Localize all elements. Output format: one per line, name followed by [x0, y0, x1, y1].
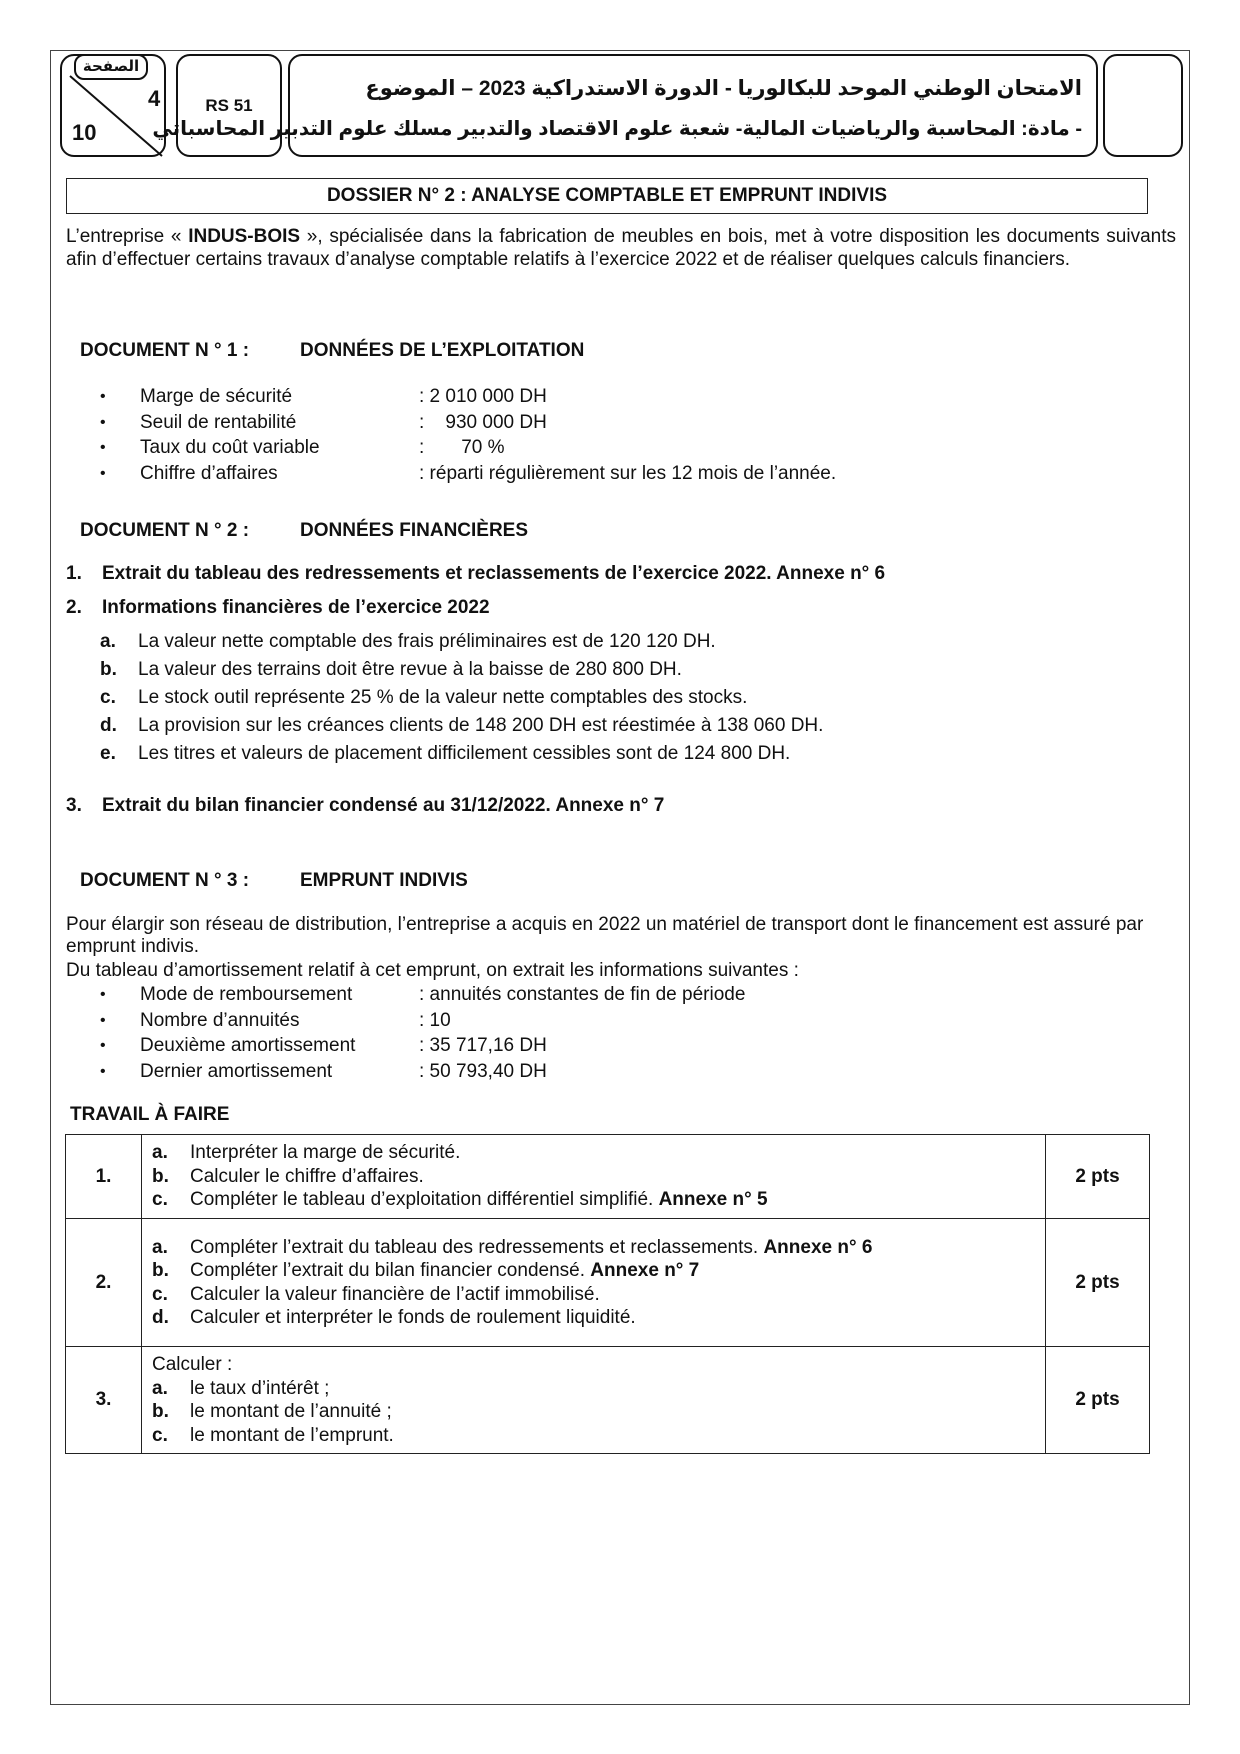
item-text: le montant de l’emprunt. [190, 1424, 394, 1446]
task-items [142, 1219, 1046, 1347]
item-text: Extrait du tableau des redressements et reclassements de l’exercice 2022. Annexe n° 6 [102, 563, 886, 584]
annex-ref: Annexe n° 5 [658, 1189, 768, 1211]
item-text: le taux d’intérêt ; [190, 1377, 330, 1399]
tasks-table [65, 1134, 1150, 1454]
item-letter: a. [152, 1236, 168, 1258]
doc3-paragraph-2: Du tableau d’amortissement relatif à cet emprunt, on extrait les informations suivantes : [66, 960, 799, 981]
item-text: le montant de l’annuité ; [190, 1401, 392, 1422]
task-items [142, 1135, 1046, 1219]
item-text: Interpréter la marge de sécurité. [190, 1142, 461, 1164]
doc1-heading [80, 340, 584, 362]
list-item [100, 1059, 745, 1085]
task-item [152, 1306, 1035, 1330]
page-label: الصفحة [74, 54, 148, 80]
doc2-item-2 [66, 597, 490, 619]
item-label: Deuxième amortissement [140, 1035, 356, 1056]
item-text: Calculer le chiffre d’affaires. [190, 1165, 424, 1187]
doc1-title: DONNÉES DE L’EXPLOITATION [300, 340, 585, 361]
item-letter: c. [152, 1283, 168, 1305]
task-item [152, 1141, 1035, 1165]
task-number: 1. [66, 1135, 142, 1219]
task-points: 2 pts [1046, 1219, 1150, 1347]
item-letter: b. [152, 1260, 169, 1281]
annex-ref: Annexe n° 7 [590, 1260, 700, 1281]
item-number: 3. [66, 795, 82, 816]
doc3-paragraph-1: Pour élargir son réseau de distribution, l’entreprise a acquis en 2022 un matériel de transport dont le financement est assuré par emprunt indivis. [66, 914, 1144, 957]
item-label: Marge de sécurité [140, 386, 293, 407]
page-number-box [60, 54, 166, 157]
intro-before: L’entreprise « [66, 226, 189, 247]
list-item [100, 461, 836, 487]
doc2-item-1 [66, 563, 885, 585]
item-value: : réparti régulièrement sur les 12 mois de l’année. [419, 462, 837, 484]
item-label: Nombre d’annuités [140, 1009, 300, 1031]
item-letter: a. [152, 1377, 168, 1399]
doc1-number: DOCUMENT N ° 1 : [80, 340, 250, 361]
item-label: Taux du coût variable [140, 437, 320, 458]
item-value: : 35 717,16 DH [419, 1035, 547, 1056]
item-value: : 930 000 DH [419, 411, 547, 433]
list-item [100, 712, 823, 740]
intro-paragraph [66, 225, 1176, 271]
item-text: Extrait du bilan financier condensé au 31/12/2022. Annexe n° 7 [102, 795, 665, 816]
doc2-title: DONNÉES FINANCIÈRES [300, 520, 529, 541]
task-number: 3. [66, 1347, 142, 1454]
item-text: La valeur nette comptable des frais préliminaires est de 120 120 DH. [138, 631, 716, 652]
header-empty-box [1103, 54, 1183, 157]
doc3-number: DOCUMENT N ° 3 : [80, 870, 250, 891]
item-letter: c. [152, 1424, 168, 1446]
item-letter: d. [152, 1307, 169, 1328]
item-value: : 10 [419, 1009, 451, 1031]
dossier-title: DOSSIER N° 2 : ANALYSE COMPTABLE ET EMPRUNT INDIVIS [66, 178, 1148, 214]
item-text: Calculer et interpréter le fonds de roulement liquidité. [190, 1307, 636, 1328]
page-total: 10 [72, 120, 97, 145]
doc2-sublist [100, 628, 823, 768]
table-row [66, 1347, 1150, 1454]
doc3-list [100, 982, 745, 1084]
task-item [152, 1424, 1035, 1448]
item-number: 2. [66, 597, 82, 618]
exam-title-line2: - مادة: المحاسبة والرياضيات المالية- شعبة علوم الاقتصاد والتدبير مسلك علوم التدبير المحاسباتي [152, 118, 1082, 140]
task-number: 2. [66, 1219, 142, 1347]
list-item [100, 628, 823, 656]
item-label: Dernier amortissement [140, 1060, 333, 1082]
task-item [152, 1236, 1035, 1260]
item-letter: a. [152, 1142, 168, 1164]
list-item [100, 1008, 745, 1034]
list-item [100, 410, 836, 436]
list-item [100, 740, 823, 768]
travail-title: TRAVAIL À FAIRE [70, 1104, 230, 1125]
list-item [100, 982, 745, 1008]
doc2-item-3 [66, 795, 664, 817]
task-item [152, 1259, 1035, 1283]
page-current: 4 [148, 86, 161, 111]
list-item [100, 656, 823, 684]
list-item [100, 684, 823, 712]
task-intro: Calculer : [152, 1354, 233, 1375]
item-text: Compléter le tableau d’exploitation différentiel simplifié. [190, 1189, 659, 1211]
item-letter: b. [152, 1401, 169, 1422]
item-letter: b. [152, 1165, 169, 1187]
list-item [100, 435, 836, 461]
table-row [66, 1219, 1150, 1347]
item-text: Les titres et valeurs de placement difficilement cessibles sont de 124 800 DH. [138, 743, 791, 764]
item-letter: c. [100, 687, 116, 708]
item-label: Chiffre d’affaires [140, 462, 278, 484]
table-row [66, 1135, 1150, 1219]
item-number: 1. [66, 563, 82, 584]
item-text: La provision sur les créances clients de 148 200 DH est réestimée à 138 060 DH. [138, 715, 824, 736]
task-item [152, 1400, 1035, 1424]
item-letter: d. [100, 715, 117, 736]
task-points: 2 pts [1046, 1135, 1150, 1219]
item-text: Compléter l’extrait du tableau des redressements et reclassements. [190, 1236, 764, 1258]
doc2-heading [80, 520, 528, 542]
doc3-heading [80, 870, 468, 892]
item-letter: e. [100, 743, 116, 764]
doc1-list [100, 384, 836, 486]
item-text: Calculer la valeur financière de l’actif immobilisé. [190, 1283, 600, 1305]
item-value: : annuités constantes de fin de période [419, 984, 746, 1005]
task-item [152, 1283, 1035, 1307]
task-items [142, 1347, 1046, 1454]
task-item [152, 1165, 1035, 1189]
item-text: Le stock outil représente 25 % de la valeur nette comptables des stocks. [138, 687, 748, 708]
item-text: Informations financières de l’exercice 2022 [102, 597, 490, 618]
item-text: Compléter l’extrait du bilan financier condensé. [190, 1260, 591, 1281]
company-name: INDUS-BOIS [188, 226, 301, 247]
exam-code-box [176, 54, 282, 157]
item-text: La valeur des terrains doit être revue à la baisse de 280 800 DH. [138, 659, 682, 680]
doc2-number: DOCUMENT N ° 2 : [80, 520, 250, 541]
doc3-title: EMPRUNT INDIVIS [300, 870, 468, 891]
intro-after: », spécialisée dans la fabrication de meubles en bois, met à votre disposition les documents suivants afin d’effectuer certains travaux d’analyse comptable relatifs à l’exercice 2022 et de réaliser quelques calculs financiers. [66, 226, 1177, 270]
list-item [100, 384, 836, 410]
task-points: 2 pts [1046, 1347, 1150, 1454]
item-value: : 2 010 000 DH [419, 386, 547, 407]
item-letter: c. [152, 1189, 168, 1211]
item-value: : 70 % [419, 437, 505, 458]
item-letter: b. [100, 659, 117, 680]
annex-ref: Annexe n° 6 [763, 1236, 873, 1258]
task-item [152, 1377, 1035, 1401]
item-letter: a. [100, 631, 116, 652]
item-value: : 50 793,40 DH [419, 1060, 547, 1082]
exam-title-line1: الامتحان الوطني الموحد للبكالوريا - الدورة الاستدراكية 2023 – الموضوع [365, 77, 1082, 100]
task-item [152, 1188, 1035, 1212]
exam-code: RS 51 [205, 96, 253, 115]
item-label: Mode de remboursement [140, 984, 353, 1005]
list-item [100, 1033, 745, 1059]
item-label: Seuil de rentabilité [140, 411, 297, 433]
